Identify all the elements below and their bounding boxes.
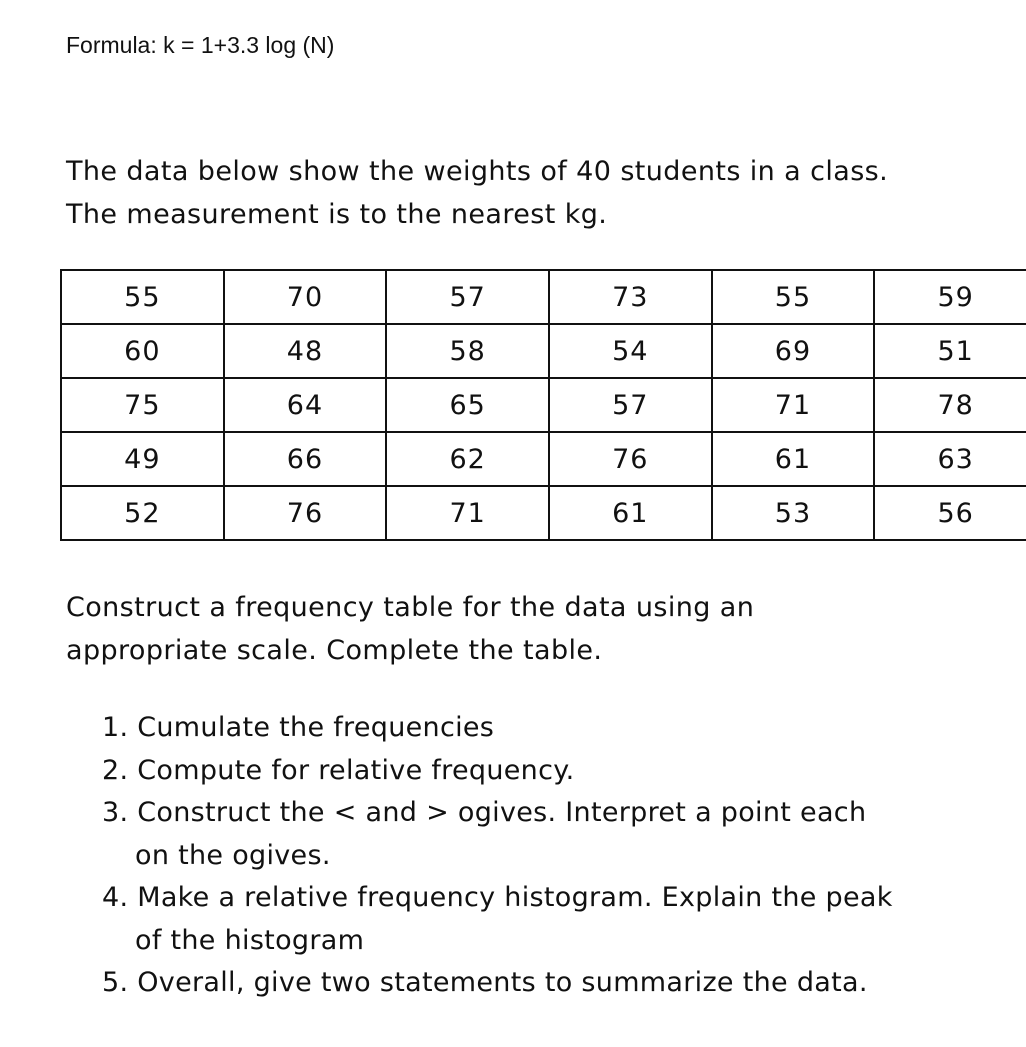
table-cell: 66 xyxy=(224,432,387,486)
table-cell: 57 xyxy=(386,270,549,324)
list-item xyxy=(102,792,893,877)
table-cell: 70 xyxy=(224,270,387,324)
task-paragraph xyxy=(66,586,754,672)
table-cell: 76 xyxy=(224,486,387,540)
steps-list xyxy=(102,707,893,1005)
table-cell: 78 xyxy=(874,378,1026,432)
list-item xyxy=(102,750,893,793)
table-cell: 53 xyxy=(712,486,875,540)
table-cell: 71 xyxy=(386,486,549,540)
table-cell: 63 xyxy=(874,432,1026,486)
list-item xyxy=(102,707,893,750)
table-cell: 59 xyxy=(874,270,1026,324)
step-4-continuation: of the histogram xyxy=(135,924,365,956)
table-cell: 49 xyxy=(61,432,224,486)
step-2-text: 2. Compute for relative frequency. xyxy=(102,754,575,786)
table-cell: 48 xyxy=(224,324,387,378)
formula-text: Formula: k = 1+3.3 log (N) xyxy=(66,32,335,58)
table-cell: 75 xyxy=(61,378,224,432)
table-cell: 55 xyxy=(61,270,224,324)
step-4-text: 4. Make a relative frequency histogram. Explain the peak xyxy=(102,882,893,913)
table-row xyxy=(61,486,1026,540)
table-cell: 51 xyxy=(874,324,1026,378)
table-cell: 52 xyxy=(61,486,224,540)
table-cell: 62 xyxy=(386,432,549,486)
table-cell: 65 xyxy=(386,378,549,432)
table-cell: 56 xyxy=(874,486,1026,540)
table-cell: 73 xyxy=(549,270,712,324)
list-item xyxy=(102,877,893,962)
table-row xyxy=(61,324,1026,378)
step-3-text: 3. Construct the < and > ogives. Interpret a point each xyxy=(102,797,867,828)
step-1-text: 1. Cumulate the frequencies xyxy=(102,712,495,743)
table-cell: 60 xyxy=(61,324,224,378)
table-cell: 71 xyxy=(712,378,875,432)
table-row xyxy=(61,378,1026,432)
step-5-text: 5. Overall, give two statements to summarize the data. xyxy=(102,967,868,998)
table-row xyxy=(61,432,1026,486)
weights-table xyxy=(60,269,1026,541)
table-cell: 55 xyxy=(712,270,875,324)
table-cell: 57 xyxy=(549,378,712,432)
table-cell: 76 xyxy=(549,432,712,486)
task-line-2: appropriate scale. Complete the table. xyxy=(66,635,603,666)
intro-paragraph xyxy=(66,150,888,236)
step-3-continuation: on the ogives. xyxy=(135,839,331,871)
table-cell: 61 xyxy=(712,432,875,486)
table-cell: 54 xyxy=(549,324,712,378)
table-cell: 58 xyxy=(386,324,549,378)
table-cell: 69 xyxy=(712,324,875,378)
table-cell: 64 xyxy=(224,378,387,432)
intro-line-1: The data below show the weights of 40 students in a class. xyxy=(66,156,889,187)
table-row xyxy=(61,270,1026,324)
task-line-1: Construct a frequency table for the data using an xyxy=(66,592,755,623)
list-item xyxy=(102,962,893,1005)
intro-line-2: The measurement is to the nearest kg. xyxy=(66,199,608,230)
table-cell: 61 xyxy=(549,486,712,540)
